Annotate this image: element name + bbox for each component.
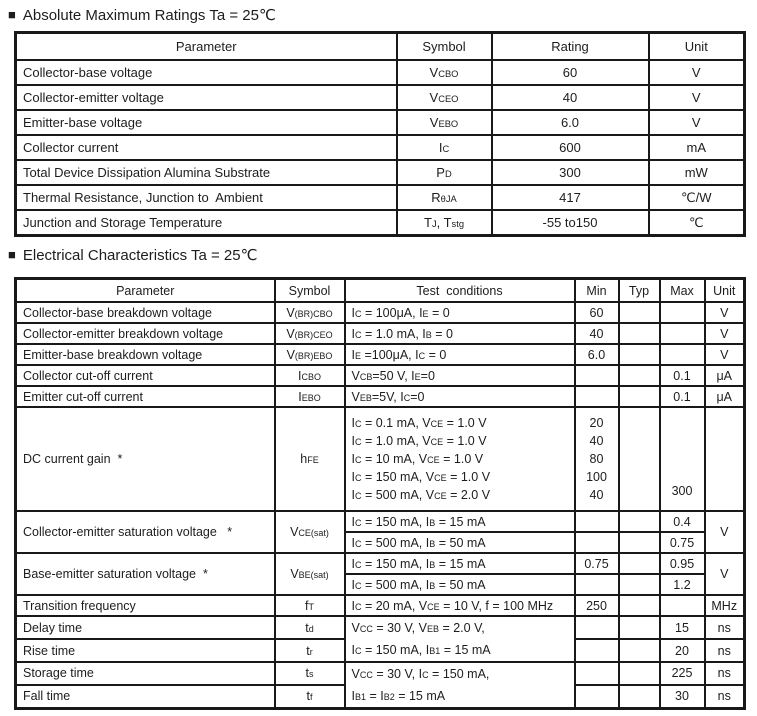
table-row-cb-breakdown (16, 302, 745, 323)
test-conditions-cell: IC = 1.0 mA, IB = 0 (345, 323, 575, 344)
parameter-cell: Emitter-base breakdown voltage (16, 344, 275, 365)
symbol-cell: VCE(sat) (275, 511, 345, 553)
symbol-cell: V(BR)EBO (275, 344, 345, 365)
symbol-cell: VBE(sat) (275, 553, 345, 595)
cond-line: IB1 = IB2 = 15 mA (351, 689, 446, 703)
min-cell (575, 616, 619, 639)
symbol-cell: IC (397, 135, 492, 160)
min-cell (575, 685, 619, 709)
unit-cell: V (649, 110, 745, 135)
col-header-max: Max (660, 279, 705, 303)
min-cell (575, 532, 619, 553)
symbol-cell: VCEO (397, 85, 492, 110)
unit-cell: ns (705, 616, 745, 639)
typ-cell (619, 407, 660, 511)
unit-cell: ns (705, 662, 745, 685)
parameter-cell: Transition frequency (16, 595, 275, 616)
unit-cell: V (705, 302, 745, 323)
min-cell (575, 639, 619, 662)
parameter-cell: Delay time (16, 616, 275, 639)
table-row (16, 160, 745, 185)
symbol-cell: RθJA (397, 185, 492, 210)
elec-char-table (14, 277, 746, 710)
symbol-cell: td (275, 616, 345, 639)
symbol-cell: V(BR)CBO (275, 302, 345, 323)
col-header-parameter: Parameter (16, 279, 275, 303)
table-row-delay-time (16, 616, 745, 639)
col-header-rating: Rating (492, 33, 649, 61)
max-cell (660, 344, 705, 365)
cond-line: IC = 150 mA, VCE = 1.0 V (351, 470, 491, 484)
max-cell: 30 (660, 685, 705, 709)
test-conditions-cell: IC = 20 mA, VCE = 10 V, f = 100 MHz (345, 595, 575, 616)
max-cell: 15 (660, 616, 705, 639)
typ-cell (619, 532, 660, 553)
unit-cell: μA (705, 386, 745, 407)
col-header-symbol: Symbol (397, 33, 492, 61)
rating-cell: -55 to150 (492, 210, 649, 236)
section-title-text: Absolute Maximum Ratings Ta = 25℃ (22, 7, 276, 24)
max-cell (660, 323, 705, 344)
section-title-text: Electrical Characteristics Ta = 25℃ (22, 247, 258, 264)
parameter-cell: Emitter cut-off current (16, 386, 275, 407)
test-conditions-cell: VEB=5V, IC=0 (345, 386, 575, 407)
parameter-cell: Rise time (16, 639, 275, 662)
parameter-cell: Thermal Resistance, Junction to Ambient (16, 185, 397, 210)
max-cell: 0.4 (660, 511, 705, 532)
typ-cell (619, 595, 660, 616)
test-conditions-cell: IC = 150 mA, IB = 15 mA (345, 553, 575, 574)
cond-line: VCC = 30 V, IC = 150 mA, (351, 667, 490, 681)
parameter-cell: Collector current (16, 135, 397, 160)
symbol-cell: IEBO (275, 386, 345, 407)
cond-line: IC = 10 mA, VCE = 1.0 V (351, 452, 484, 466)
min-line: 20 (589, 416, 604, 430)
max-cell: 0.95 (660, 553, 705, 574)
test-conditions-cell: IC = 150 mA, IB = 15 mA (345, 511, 575, 532)
col-header-typ: Typ (619, 279, 660, 303)
test-conditions-cell (345, 616, 575, 662)
table-row (16, 60, 745, 85)
min-line: 80 (589, 452, 604, 466)
test-conditions-cell (345, 407, 575, 511)
min-cell (575, 662, 619, 685)
rating-cell: 600 (492, 135, 649, 160)
square-bullet-icon: ■ (8, 247, 16, 262)
cond-line: VCC = 30 V, VEB = 2.0 V, (351, 621, 485, 635)
max-cell: 0.1 (660, 386, 705, 407)
parameter-cell: Storage time (16, 662, 275, 685)
parameter-cell: Collector-emitter breakdown voltage (16, 323, 275, 344)
typ-cell (619, 302, 660, 323)
symbol-cell: tr (275, 639, 345, 662)
abs-max-table (14, 31, 746, 237)
typ-cell (619, 323, 660, 344)
table-row (16, 210, 745, 236)
table-row-ft (16, 595, 745, 616)
unit-cell: mA (649, 135, 745, 160)
header-row (16, 33, 745, 61)
min-cell: 40 (575, 323, 619, 344)
col-header-unit: Unit (649, 33, 745, 61)
square-bullet-icon: ■ (8, 7, 16, 22)
symbol-cell: VCBO (397, 60, 492, 85)
rating-cell: 60 (492, 60, 649, 85)
test-conditions-cell: IC = 100μA, IE = 0 (345, 302, 575, 323)
test-conditions-cell: IC = 500 mA, IB = 50 mA (345, 574, 575, 595)
cond-line: IC = 150 mA, IB1 = 15 mA (351, 643, 491, 657)
max-cell (660, 595, 705, 616)
header-row (16, 279, 745, 303)
typ-cell (619, 365, 660, 386)
max-cell: 225 (660, 662, 705, 685)
min-cell (575, 511, 619, 532)
typ-cell (619, 662, 660, 685)
parameter-cell: Collector-emitter voltage (16, 85, 397, 110)
table-row-vce-sat-1 (16, 511, 745, 532)
table-row-storage-time (16, 662, 745, 685)
typ-cell (619, 344, 660, 365)
unit-cell: V (705, 344, 745, 365)
max-cell: 300 (660, 407, 705, 511)
unit-cell: μA (705, 365, 745, 386)
min-cell (575, 365, 619, 386)
unit-cell: mW (649, 160, 745, 185)
typ-cell (619, 553, 660, 574)
min-cell (575, 574, 619, 595)
test-conditions-cell: IC = 500 mA, IB = 50 mA (345, 532, 575, 553)
symbol-cell: fT (275, 595, 345, 616)
rating-cell: 417 (492, 185, 649, 210)
typ-cell (619, 639, 660, 662)
typ-cell (619, 616, 660, 639)
unit-cell (705, 407, 745, 511)
max-cell: 1.2 (660, 574, 705, 595)
unit-cell: ℃/W (649, 185, 745, 210)
symbol-cell: ts (275, 662, 345, 685)
unit-cell: ns (705, 685, 745, 709)
typ-cell (619, 511, 660, 532)
test-conditions-cell: VCB=50 V, IE=0 (345, 365, 575, 386)
parameter-cell: Fall time (16, 685, 275, 709)
symbol-cell: hFE (275, 407, 345, 511)
rating-cell: 6.0 (492, 110, 649, 135)
col-header-test-conditions: Test conditions (345, 279, 575, 303)
table-row-vbe-sat-1 (16, 553, 745, 574)
max-cell: 20 (660, 639, 705, 662)
table-row-collector-cutoff (16, 365, 745, 386)
unit-cell: ns (705, 639, 745, 662)
parameter-cell: Collector-base breakdown voltage (16, 302, 275, 323)
min-cell: 0.75 (575, 553, 619, 574)
max-cell: 0.75 (660, 532, 705, 553)
test-conditions-cell (345, 662, 575, 709)
unit-cell: MHz (705, 595, 745, 616)
table-row (16, 85, 745, 110)
cond-line: IC = 0.1 mA, VCE = 1.0 V (351, 416, 487, 430)
test-conditions-cell: IE =100μA, IC = 0 (345, 344, 575, 365)
min-line: 100 (586, 470, 607, 484)
max-cell: 0.1 (660, 365, 705, 386)
symbol-cell: PD (397, 160, 492, 185)
parameter-cell: Collector-base voltage (16, 60, 397, 85)
col-header-min: Min (575, 279, 619, 303)
parameter-cell: Junction and Storage Temperature (16, 210, 397, 236)
section-title-abs-max (8, 6, 276, 24)
min-cell (575, 386, 619, 407)
min-cell: 60 (575, 302, 619, 323)
symbol-cell: V(BR)CEO (275, 323, 345, 344)
unit-cell: V (649, 60, 745, 85)
unit-cell: V (649, 85, 745, 110)
symbol-cell: VEBO (397, 110, 492, 135)
parameter-cell: Collector-emitter saturation voltage * (16, 511, 275, 553)
cond-line: IC = 500 mA, VCE = 2.0 V (351, 488, 491, 502)
parameter-cell: Emitter-base voltage (16, 110, 397, 135)
min-cell: 250 (575, 595, 619, 616)
table-row (16, 185, 745, 210)
min-cell (575, 407, 619, 511)
parameter-cell: Base-emitter saturation voltage * (16, 553, 275, 595)
cond-line: IC = 1.0 mA, VCE = 1.0 V (351, 434, 487, 448)
min-line: 40 (589, 434, 604, 448)
table-row-emitter-cutoff (16, 386, 745, 407)
rating-cell: 40 (492, 85, 649, 110)
col-header-unit: Unit (705, 279, 745, 303)
section-title-elec-char (8, 246, 257, 264)
table-row-hfe (16, 407, 745, 511)
table-row (16, 135, 745, 160)
parameter-cell: DC current gain * (16, 407, 275, 511)
typ-cell (619, 574, 660, 595)
parameter-cell: Collector cut-off current (16, 365, 275, 386)
col-header-symbol: Symbol (275, 279, 345, 303)
min-cell: 6.0 (575, 344, 619, 365)
min-line: 40 (589, 488, 604, 502)
table-row-ce-breakdown (16, 323, 745, 344)
unit-cell: V (705, 511, 745, 553)
unit-cell: V (705, 553, 745, 595)
max-cell (660, 302, 705, 323)
symbol-cell: ICBO (275, 365, 345, 386)
unit-cell: ℃ (649, 210, 745, 236)
typ-cell (619, 685, 660, 709)
col-header-parameter: Parameter (16, 33, 397, 61)
symbol-cell: tf (275, 685, 345, 709)
rating-cell: 300 (492, 160, 649, 185)
parameter-cell: Total Device Dissipation Alumina Substrate (16, 160, 397, 185)
table-row (16, 110, 745, 135)
typ-cell (619, 386, 660, 407)
symbol-cell: TJ, Tstg (397, 210, 492, 236)
unit-cell: V (705, 323, 745, 344)
table-row-eb-breakdown (16, 344, 745, 365)
